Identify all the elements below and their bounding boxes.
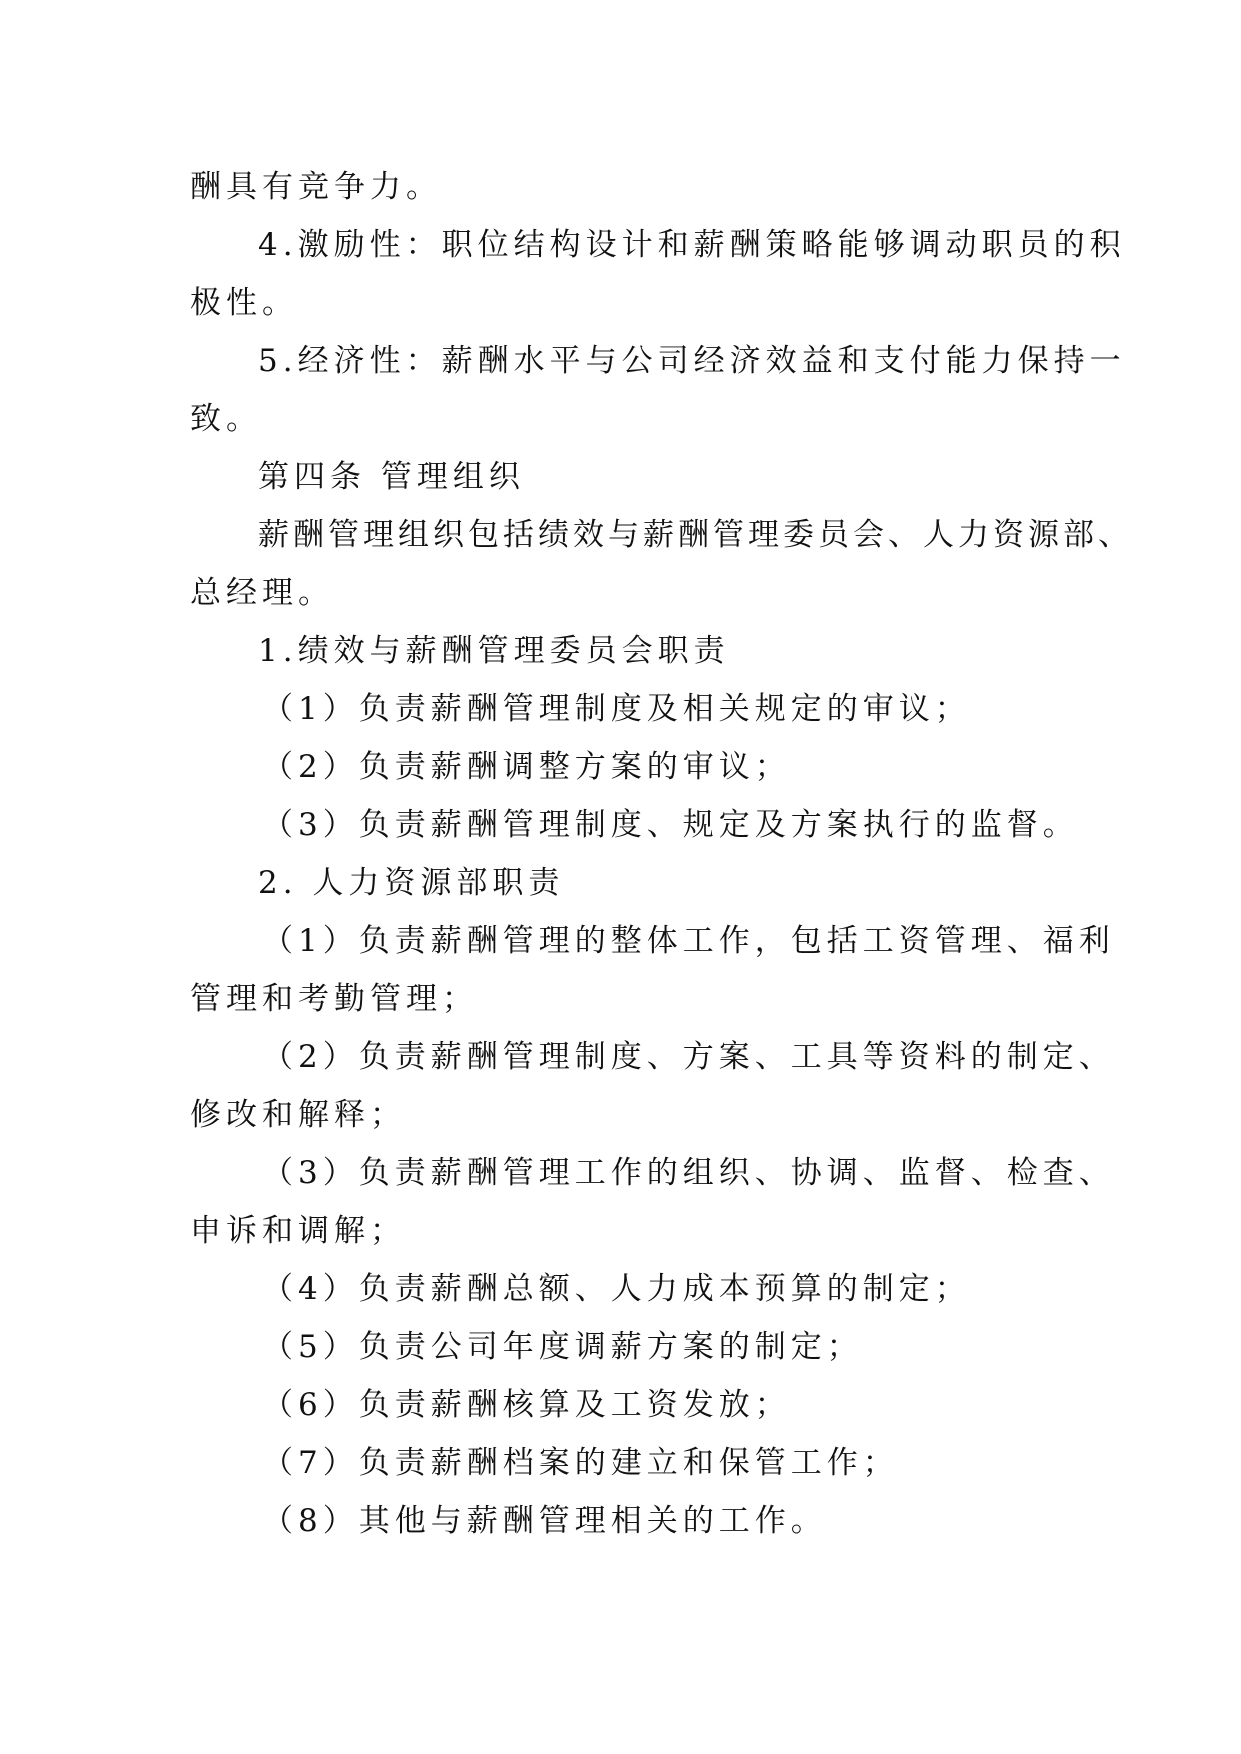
subsection-heading: 2. 人力资源部职责 xyxy=(258,865,565,901)
subsection-heading: 1.绩效与薪酬管理委员会职责 xyxy=(258,633,730,669)
text-line: 极性。 xyxy=(190,285,298,321)
list-item: （1）负责薪酬管理的整体工作，包括工资管理、福利 xyxy=(262,923,1115,959)
list-item: （5）负责公司年度调薪方案的制定； xyxy=(262,1329,863,1365)
list-item: （1）负责薪酬管理制度及相关规定的审议； xyxy=(262,691,971,727)
text-line: 总经理。 xyxy=(190,575,334,611)
list-item: （3）负责薪酬管理工作的组织、协调、监督、检查、 xyxy=(262,1155,1115,1191)
list-item: （6）负责薪酬核算及工资发放； xyxy=(262,1387,791,1423)
section-heading: 第四条 管理组织 xyxy=(258,459,525,495)
text-line: 4.激励性：职位结构设计和薪酬策略能够调动职员的积 xyxy=(258,227,1126,263)
text-line: 酬具有竞争力。 xyxy=(190,169,442,205)
list-item: （3）负责薪酬管理制度、规定及方案执行的监督。 xyxy=(262,807,1079,843)
list-item: （7）负责薪酬档案的建立和保管工作； xyxy=(262,1445,899,1481)
list-item: （2）负责薪酬调整方案的审议； xyxy=(262,749,791,785)
list-item: （8）其他与薪酬管理相关的工作。 xyxy=(262,1503,827,1539)
text-line: 薪酬管理组织包括绩效与薪酬管理委员会、人力资源部、 xyxy=(258,517,1133,553)
text-line: 5.经济性：薪酬水平与公司经济效益和支付能力保持一 xyxy=(258,343,1126,379)
text-line: 致。 xyxy=(190,401,262,437)
list-item-continuation: 申诉和调解； xyxy=(190,1213,406,1249)
list-item: （2）负责薪酬管理制度、方案、工具等资料的制定、 xyxy=(262,1039,1115,1075)
list-item-continuation: 管理和考勤管理； xyxy=(190,981,478,1017)
list-item: （4）负责薪酬总额、人力成本预算的制定； xyxy=(262,1271,971,1307)
list-item-continuation: 修改和解释； xyxy=(190,1097,406,1133)
